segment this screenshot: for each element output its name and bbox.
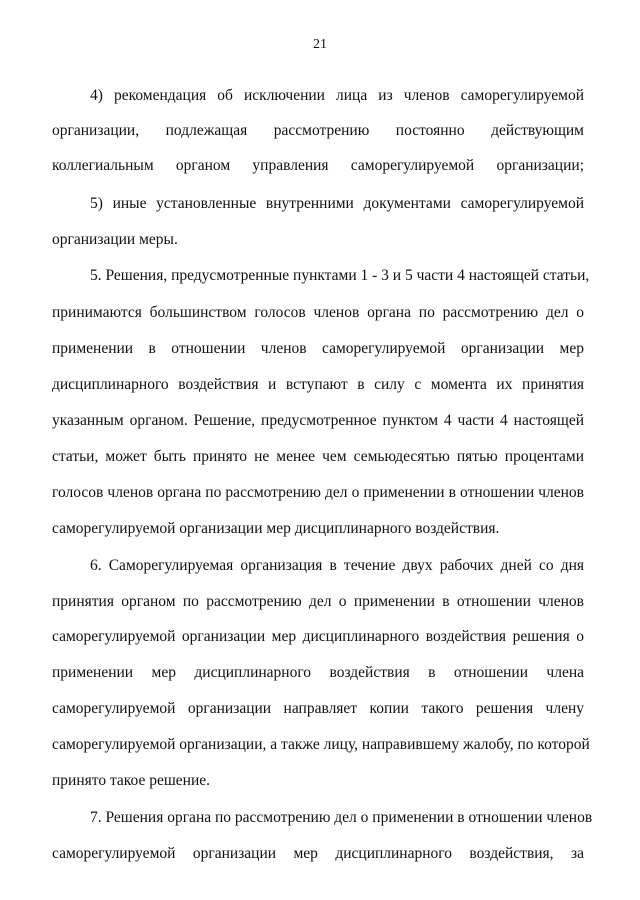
text-line: голосов членов органа по рассмотрению дел о применении в отношении членов [52,484,584,501]
text-line: саморегулируемой организации, а также лицу, направившему жалобу, по которой [52,736,590,753]
text-line: применении мер дисциплинарного воздействия в отношении члена [52,664,584,681]
text-line: принято такое решение. [52,772,211,789]
text-line: саморегулируемой организации мер дисциплинарного воздействия решения о [52,628,584,645]
text-line: саморегулируемой организации мер дисциплинарного воздействия. [52,520,500,537]
text-line: принимаются большинством голосов членов органа по рассмотрению дел о [52,304,584,321]
text-line: организации меры. [52,231,178,248]
text-line: применении в отношении членов саморегулируемой организации мер [52,340,584,357]
text-line: указанным органом. Решение, предусмотренное пунктом 4 части 4 настоящей [52,412,584,429]
text-line: саморегулируемой организации мер дисциплинарного воздействия, за [52,845,584,862]
text-line: 5) иные установленные внутренними документами саморегулируемой [90,195,584,212]
text-line: 6. Саморегулируемая организация в течение двух рабочих дней со дня [90,557,584,574]
page-number: 21 [313,37,327,52]
text-line: 5. Решения, предусмотренные пунктами 1 - 3 и 5 части 4 настоящей статьи, [90,267,590,284]
text-line: саморегулируемой организации направляет копии такого решения члену [52,700,584,717]
text-line: 7. Решения органа по рассмотрению дел о применении в отношении членов [90,809,593,826]
text-line: принятия органом по рассмотрению дел о применении в отношении членов [52,593,584,610]
text-line: дисциплинарного воздействия и вступают в силу с момента их принятия [52,376,584,393]
text-line: статьи, может быть принято не менее чем семьюдесятью пятью процентами [52,448,584,465]
text-line: коллегиальным органом управления саморегулируемой организации; [52,157,584,174]
text-line: организации, подлежащая рассмотрению постоянно действующим [52,122,584,139]
text-line: 4) рекомендация об исключении лица из членов саморегулируемой [90,87,584,104]
